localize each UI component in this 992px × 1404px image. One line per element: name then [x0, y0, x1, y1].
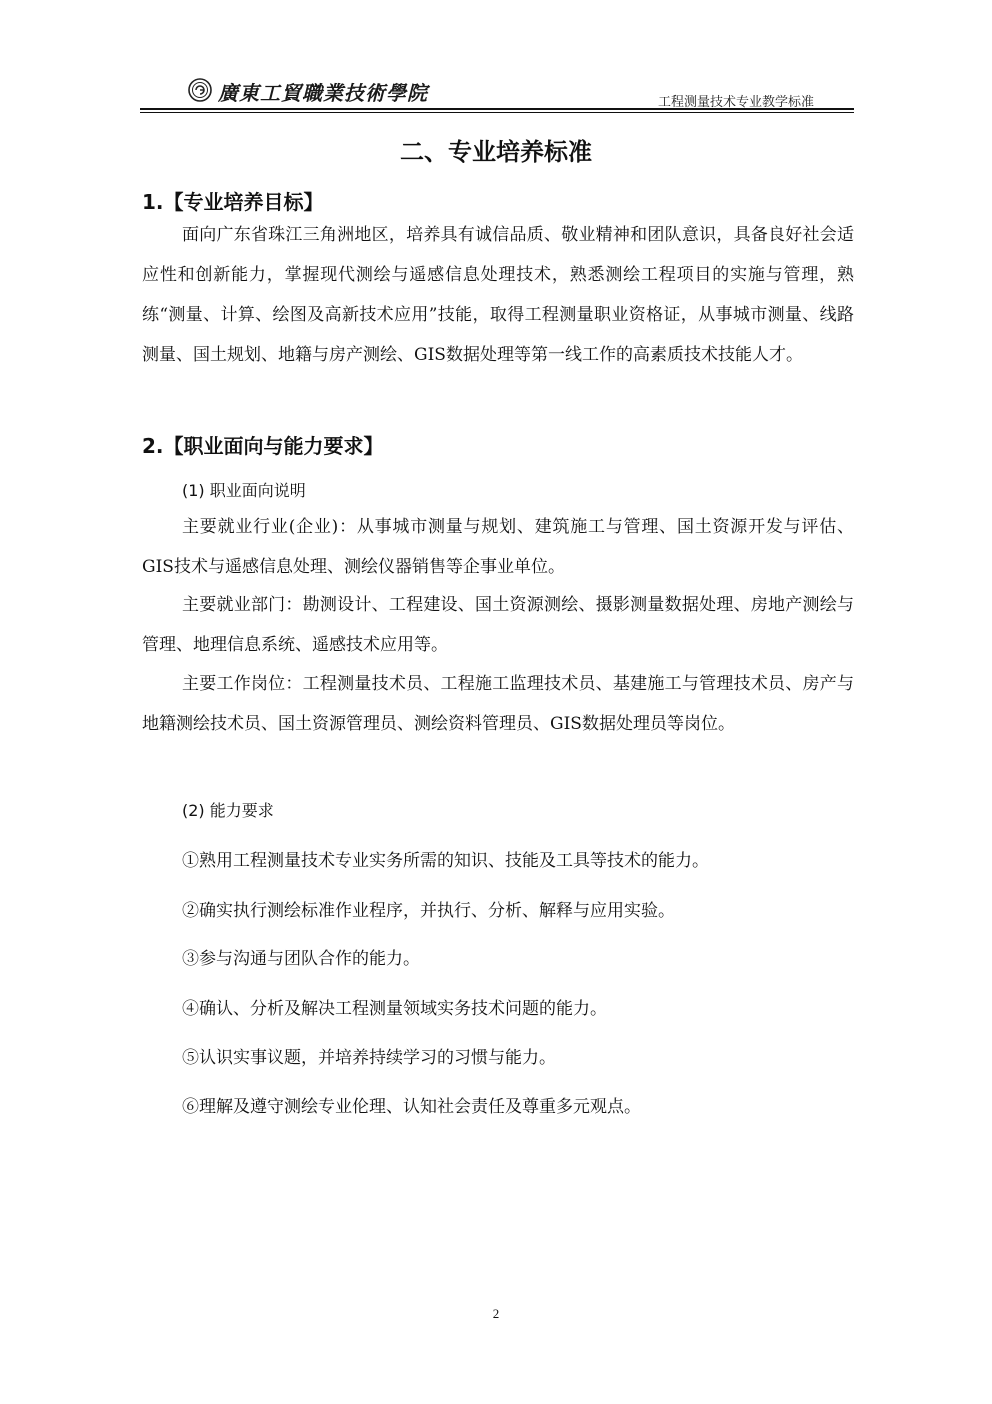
school-logo-icon — [188, 78, 212, 102]
page-header — [140, 70, 854, 110]
header-rule-thick — [140, 108, 854, 110]
department-paragraph: 主要就业部门：勘测设计、工程建设、国土资源测绘、摄影测量数据处理、房地产测绘与管理、地理信息系统、遥感技术应用等。 — [142, 595, 854, 655]
career-heading: 2.【职业面向与能力要求】 — [142, 434, 384, 458]
ability-item: ⑥理解及遵守测绘专业伦理、认知社会责任及尊重多元观点。 — [182, 1097, 641, 1117]
ability-item: ⑤认识实事议题，并培养持续学习的习惯与能力。 — [182, 1048, 556, 1068]
ability-item: ①熟用工程测量技术专业实务所需的知识、技能及工具等技术的能力。 — [182, 851, 709, 871]
header-rule-thin — [140, 112, 854, 113]
ability-item: ②确实执行测绘标准作业程序，并执行、分析、解释与应用实验。 — [182, 901, 675, 921]
ability-item: ③参与沟通与团队合作的能力。 — [182, 949, 420, 969]
positions-paragraph: 主要工作岗位：工程测量技术员、工程施工监理技术员、基建施工与管理技术员、房产与地籍测绘技术员、国土资源管理员、测绘资料管理员、GIS数据处理员等岗位。 — [142, 674, 854, 734]
document-title: 工程测量技术专业教学标准 — [657, 95, 814, 110]
industry-paragraph: 主要就业行业(企业)：从事城市测量与规划、建筑施工与管理、国土资源开发与评估、GIS技术与遥感信息处理、测绘仪器销售等企事业单位。 — [142, 517, 854, 577]
section-title: 二、专业培养标准 — [400, 138, 592, 166]
goal-heading: 1.【专业培养目标】 — [142, 190, 324, 214]
school-name: 廣東工貿職業技術學院 — [218, 81, 428, 105]
page-number: 2 — [492, 1306, 500, 1321]
ability-item: ④确认、分析及解决工程测量领域实务技术问题的能力。 — [182, 999, 607, 1019]
career-subheading-direction: (1) 职业面向说明 — [182, 481, 306, 500]
goal-paragraph: 面向广东省珠江三角洲地区，培养具有诚信品质、敬业精神和团队意识，具备良好社会适应性和创新能力，掌握现代测绘与遥感信息处理技术，熟悉测绘工程项目的实施与管理，熟练“测量、计算、绘图及高新技术应用”技能，取得工程测量职业资格证，从事城市测量、线路测量、国土规划、地籍与房产测绘、GIS数据处理等第一线工作的高素质技术技能人才。 — [142, 225, 854, 365]
career-subheading-ability: (2) 能力要求 — [182, 801, 274, 820]
